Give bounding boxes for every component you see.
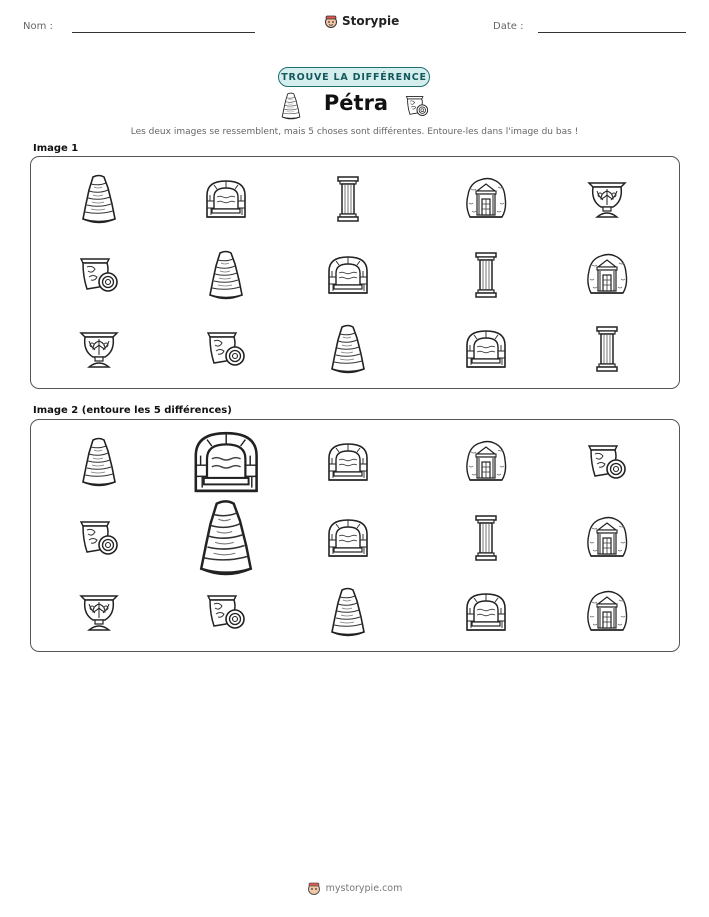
rock-spire-icon[interactable] [328,324,368,374]
title-row [280,90,430,122]
rock-spire-icon[interactable] [206,250,246,300]
scroll-capital-icon[interactable] [77,255,121,295]
stone-arch-window-icon[interactable] [464,592,508,632]
column-icon[interactable] [336,175,360,223]
name-line[interactable] [72,32,255,33]
date-line[interactable] [538,32,686,33]
scroll-capital-icon[interactable] [204,592,248,632]
rock-spire-icon[interactable] [79,174,119,224]
name-label: Nom : [23,21,53,32]
rock-spire-icon [280,92,302,120]
carved-urn-icon[interactable] [77,327,121,371]
rock-spire-icon[interactable] [328,587,368,637]
storypie-logo-icon [307,881,321,895]
footer [0,881,709,895]
stone-arch-window-icon[interactable] [204,179,248,219]
scroll-capital-icon[interactable] [77,518,121,558]
stone-arch-window-icon[interactable] [326,518,370,558]
brand-name: Storypie [342,14,400,28]
column-icon[interactable] [474,514,498,562]
activity-badge: TROUVE LA DIFFÉRENCE [278,67,430,87]
image1-panel [30,156,680,389]
column-icon[interactable] [474,251,498,299]
instructions: Les deux images se ressemblent, mais 5 choses sont différentes. Entoure-les dans l'image du bas ! [130,127,579,137]
rock-spire-icon[interactable] [195,499,257,577]
stone-arch-window-icon[interactable] [464,329,508,369]
stone-arch-window-icon[interactable] [326,442,370,482]
image1-label: Image 1 [33,143,79,154]
brand [324,14,399,28]
image2-label: Image 2 (entoure les 5 différences) [33,405,232,416]
carved-urn-icon[interactable] [585,177,629,221]
scroll-capital-icon[interactable] [204,329,248,369]
column-icon[interactable] [595,325,619,373]
rock-tomb-facade-icon[interactable] [585,590,629,634]
footer-site: mystorypie.com [325,882,403,894]
rock-tomb-facade-icon[interactable] [585,253,629,297]
rock-spire-icon[interactable] [79,437,119,487]
stone-arch-window-icon[interactable] [191,430,261,494]
scroll-capital-icon[interactable] [585,442,629,482]
carved-urn-icon[interactable] [77,590,121,634]
date-label: Date : [493,21,524,32]
storypie-logo-icon [324,14,338,28]
image2-panel [30,419,680,652]
rock-tomb-facade-icon[interactable] [464,440,508,484]
page-title: Pétra [323,91,389,115]
stone-arch-window-icon[interactable] [326,255,370,295]
rock-tomb-facade-icon[interactable] [464,177,508,221]
scroll-capital-icon [404,94,430,118]
rock-tomb-facade-icon[interactable] [585,516,629,560]
